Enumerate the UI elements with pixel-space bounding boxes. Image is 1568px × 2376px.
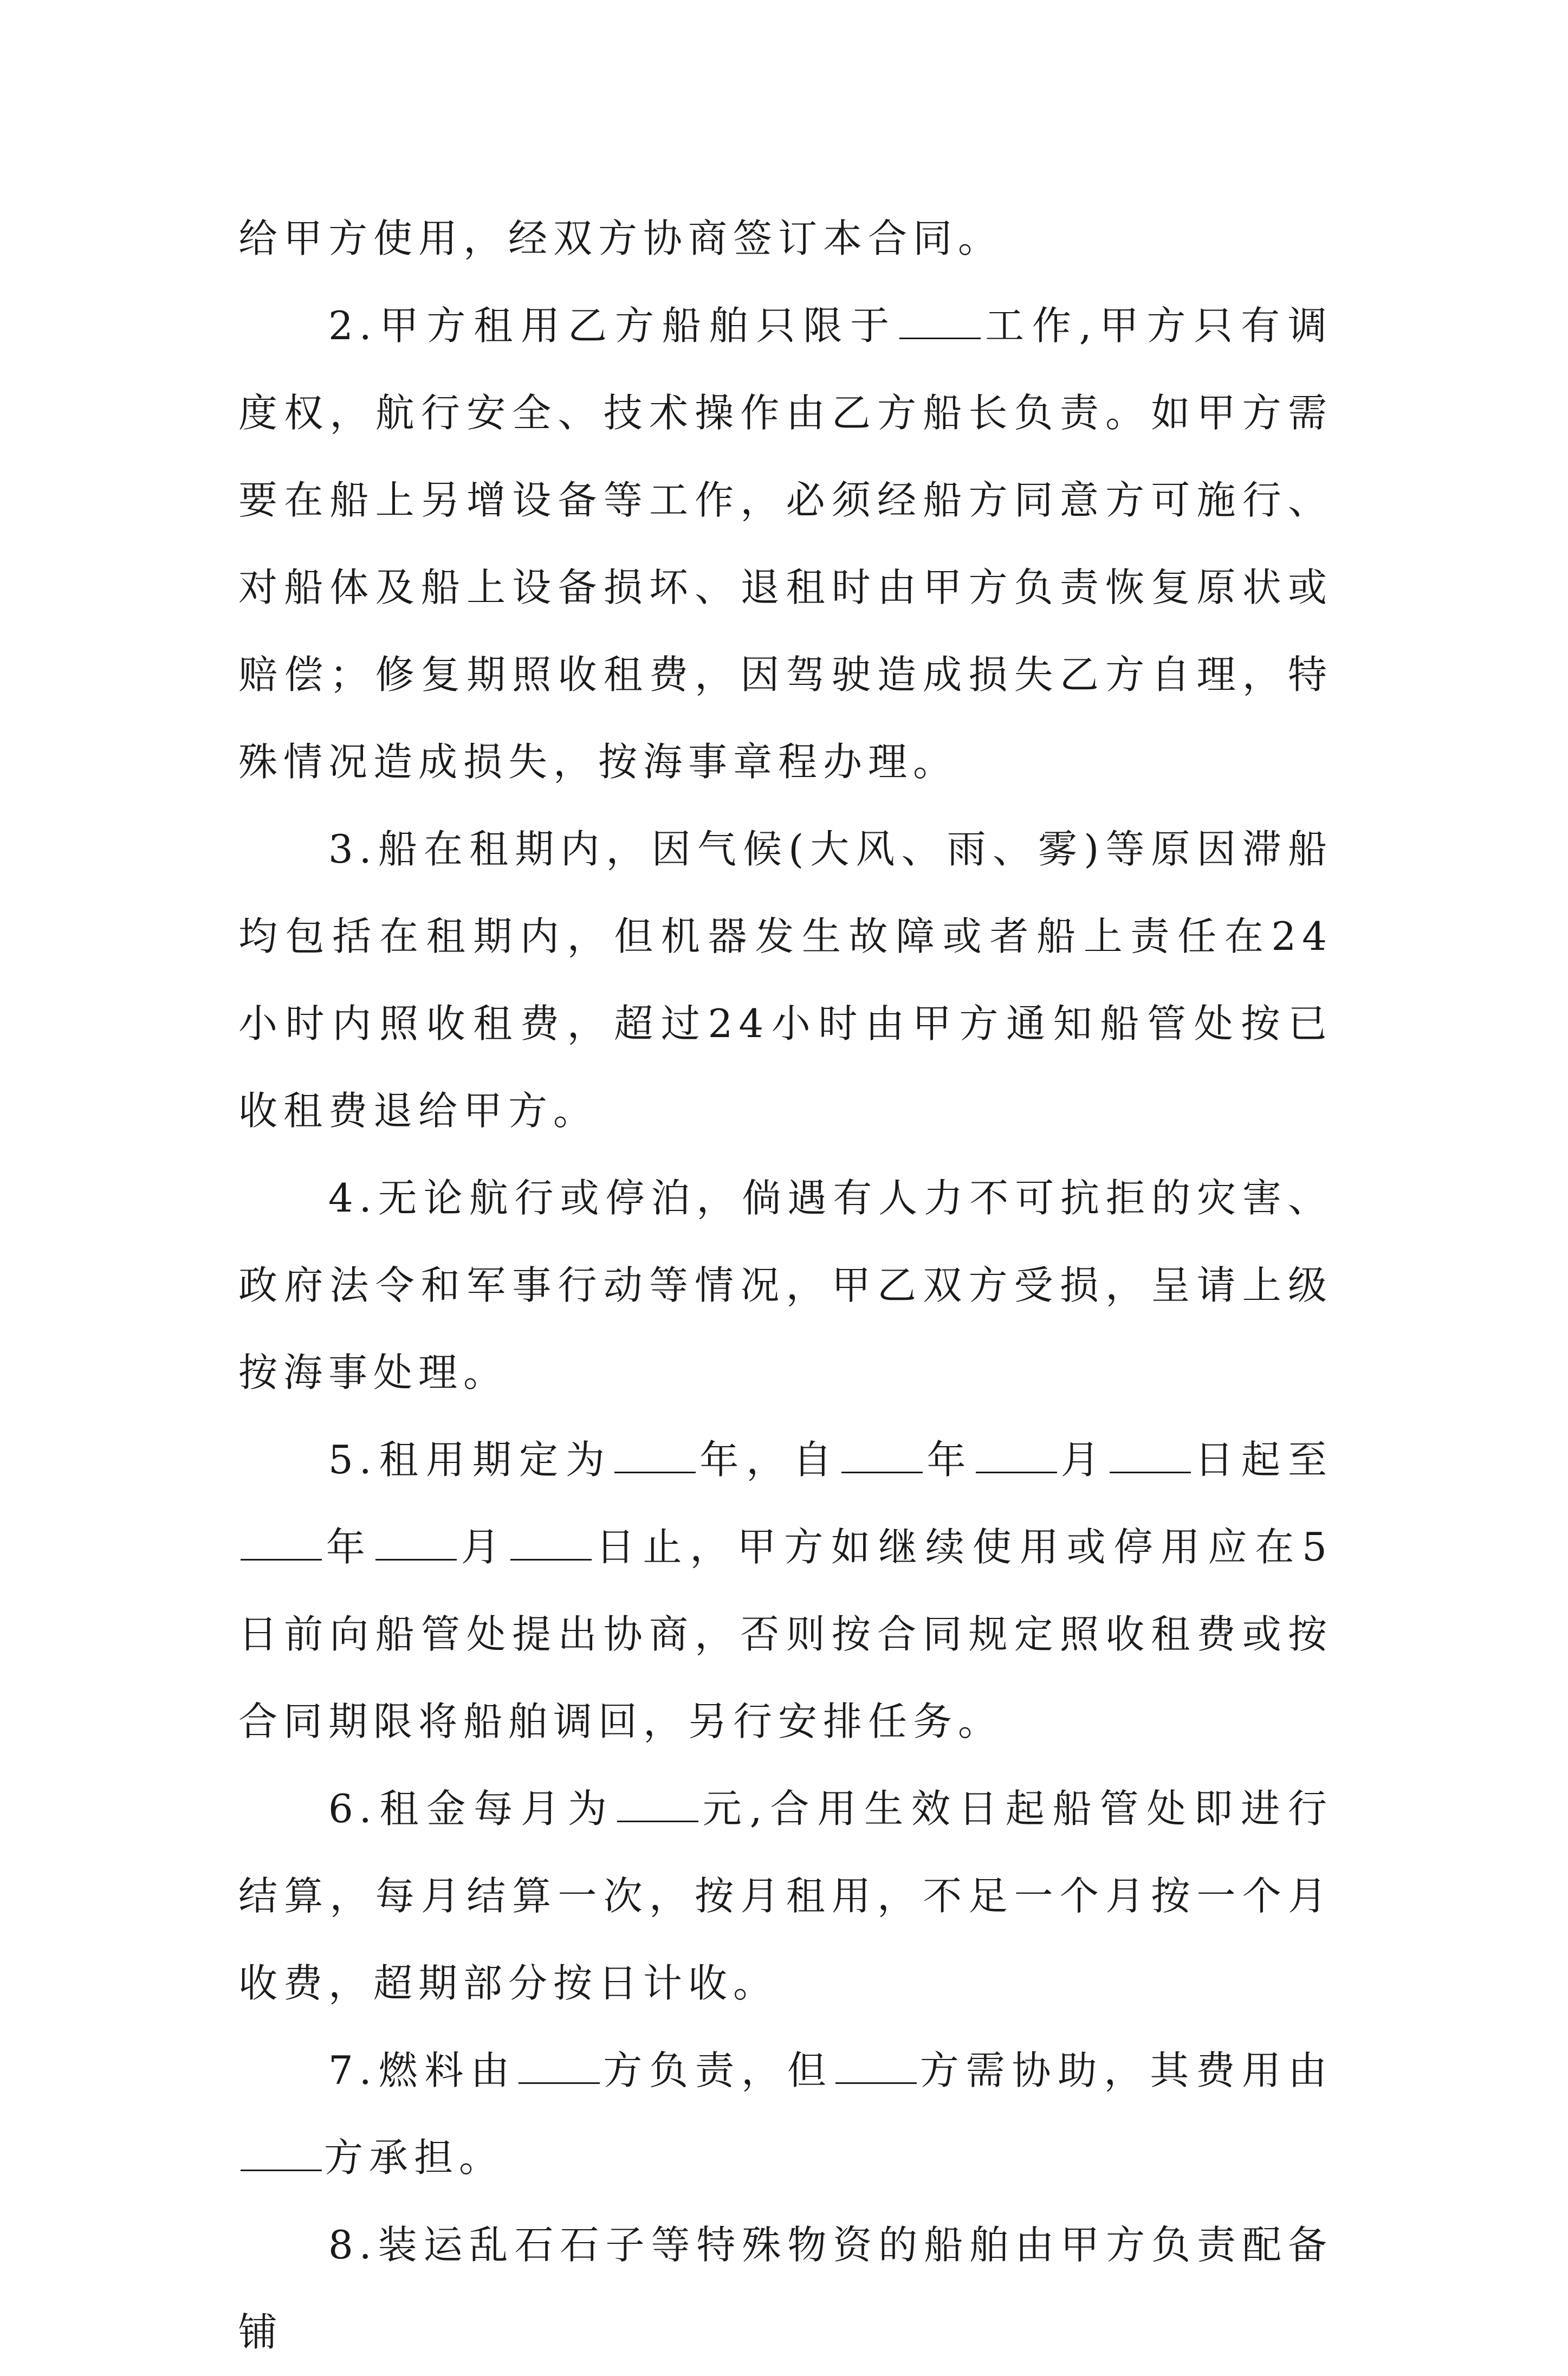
clause-text: 2.甲方租用乙方船舶只限于 [328,303,898,348]
blank-field [241,2137,322,2171]
clause-text: 元,合用生效日起船管处即进行结算，每月结算一次，按月租用，不足一个月按一个月收费，超期部分按日计收。 [238,1786,1333,2006]
clause-6 [238,1765,1333,2027]
clause-text: 方需协助，其费用由 [918,2048,1333,2093]
clause-text: 月 [458,1524,508,1570]
blank-field [617,1788,698,1822]
clause-4 [238,1155,1333,1416]
blank-field [241,1526,322,1561]
clause-text: 8.装运乱石石子等特殊物资的船舶由甲方负责配备铺 [238,2222,1333,2355]
clause-text: 6.租金每月为 [328,1786,615,1831]
paragraph-1-continuation [238,195,1333,282]
paragraph-text: 给甲方使用，经双方协商签订本合同。 [238,216,1003,261]
clause-text: 日止，甲方如继续使用或停用应在5日前向船管处提出协商，否则按合同规定照收租费或按合同期限将船舶调回，另行安排任务。 [238,1524,1333,1744]
clause-text: 年 [324,1524,373,1570]
clause-7 [238,2027,1333,2202]
clause-text: 5.租用期定为 [328,1437,613,1482]
clause-text: 3.船在租期内，因气候(大风、雨、雾)等原因滞船均包括在租期内，但机器发生故障或者船上责任在24小时内照收租费，超过24小时由甲方通知船管处按已收租费退给甲方。 [238,826,1333,1134]
clause-text: 年 [925,1437,974,1482]
clause-text: 工作,甲方只有调度权，航行安全、技术操作由乙方船长负责。如甲方需要在船上另增设备等工作，必须经船方同意方可施行、对船体及船上设备损坏、退租时由甲方负责恢复原状或赔偿；修复期照收租费，因驾驶造成损失乙方自理，特殊情况造成损失，按海事章程办理。 [238,303,1333,785]
clause-3 [238,806,1333,1155]
blank-field [519,2050,600,2084]
clause-8 [238,2202,1333,2376]
clause-5 [238,1416,1333,1765]
blank-field [899,305,981,339]
blank-field [841,1439,923,1473]
clause-text: 方负责，但 [602,2048,833,2093]
blank-field [835,2050,917,2084]
clause-text: 4.无论航行或停泊，倘遇有人力不可抗拒的灾害、政府法令和军事行动等情况，甲乙双方受损，呈请上级按海事处理。 [238,1175,1333,1395]
blank-field [976,1439,1057,1473]
blank-field [510,1526,592,1561]
blank-field [1110,1439,1191,1473]
clause-text: 年，自 [698,1437,840,1482]
blank-field [375,1526,457,1561]
document-body [238,195,1333,2376]
clause-text: 月 [1059,1437,1107,1482]
clause-text: 7.燃料由 [328,2048,517,2093]
clause-text: 日起至 [1193,1437,1333,1482]
blank-field [614,1439,696,1473]
clause-text: 方承担。 [324,2135,504,2180]
clause-2 [238,282,1333,806]
